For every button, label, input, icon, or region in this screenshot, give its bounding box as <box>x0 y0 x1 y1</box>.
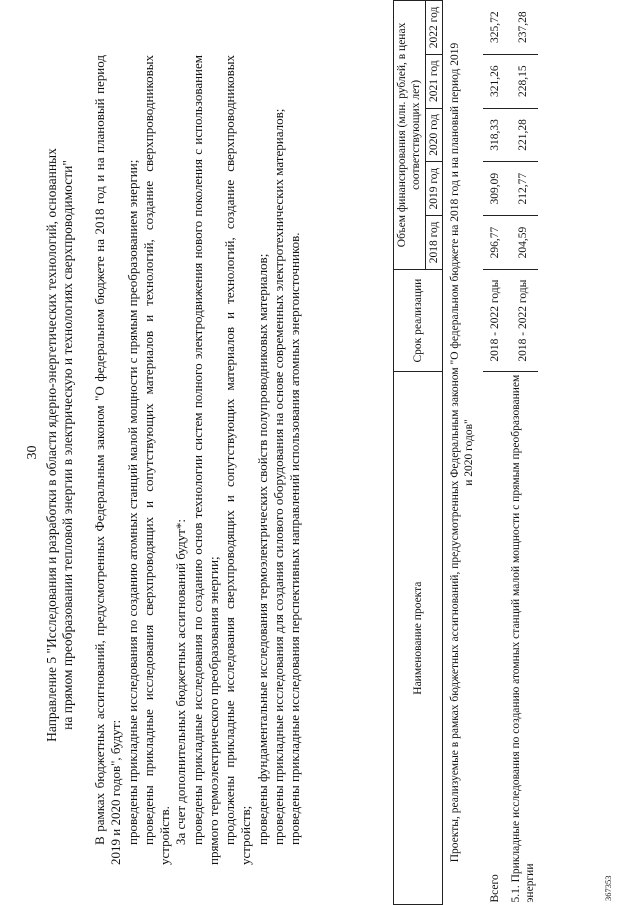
header-year: 2020 год <box>425 108 442 162</box>
section-heading <box>44 45 77 845</box>
heading-line-2: на прямом преобразовании тепловой энергии в электрическую и технологиях сверхпроводимости" <box>60 160 76 730</box>
table-header-row <box>394 1 426 905</box>
paragraph-9: проведены прикладные исследования перспективных направлений использования атомных энергоисточников. <box>287 232 302 845</box>
paragraph-3: проведены прикладные исследования сверхпроводящих и сопутствующих материалов и технологий, создание сверхпроводниковых устройств. <box>140 55 172 865</box>
row-value: 309,09 <box>483 162 508 216</box>
table-caption: Проекты, реализуемые в рамках бюджетных ассигнований, предусмотренных Федеральным законом "О федеральном бюджете на 2018 год и на плановый период 2019 и 2020 годов" <box>449 42 475 863</box>
row-value: 237,28 <box>508 1 539 55</box>
row-value: 296,77 <box>483 216 508 270</box>
table-row <box>508 1 539 905</box>
paragraph-8: проведены прикладные исследования для создания силового оборудования на основе современных электротехнических материалов; <box>270 108 286 845</box>
row-period: 2018 - 2022 годы <box>483 269 508 371</box>
header-year: 2018 год <box>425 216 442 270</box>
row-value: 325,72 <box>483 1 508 55</box>
row-value: 221,28 <box>508 108 539 162</box>
header-year: 2021 год <box>425 54 442 108</box>
row-value: 204,59 <box>508 216 539 270</box>
row-label: Всего <box>483 372 508 905</box>
table-caption-row <box>443 1 483 905</box>
paragraph-7: проведены фундаментальные исследования термоэлектрических свойств полупроводниковых материалов; <box>254 253 270 845</box>
row-value: 228,15 <box>508 54 539 108</box>
paragraph-4: За счет дополнительных бюджетных ассигнований будут*: <box>173 519 189 845</box>
header-period: Срок реализации <box>394 269 443 371</box>
header-funding: Объем финансирования (млн. рублей, в ценах соответствующих лет) <box>394 1 426 270</box>
funding-table <box>393 0 538 905</box>
header-year: 2022 год <box>425 1 442 55</box>
paragraph-2: проведены прикладные исследования по созданию атомных станций малой мощности с прямым преобразованием энергии; <box>124 159 140 845</box>
document-id: 367353 <box>603 875 613 901</box>
row-value: 318,33 <box>483 108 508 162</box>
table-row <box>483 1 508 905</box>
page-number: 30 <box>25 445 40 460</box>
body-text <box>92 55 303 865</box>
paragraph-5: проведены прикладные исследования по созданию основ технологии систем полного электродвижения нового поколения с использованием прямого термоэлектрического преобразования энергии; <box>189 55 221 865</box>
header-year: 2019 год <box>425 162 442 216</box>
paragraph-1: В рамках бюджетных ассигнований, предусмотренных Федеральным законом "О федеральном бюджете на 2018 год и на плановый период 2019 и 2020 годов", будут: <box>92 55 124 865</box>
row-label: 5.1. Прикладные исследования по созданию атомных станций малой мощности с прямым преобразованием энергии <box>508 372 539 905</box>
row-period: 2018 - 2022 годы <box>508 269 539 371</box>
header-project-name: Наименование проекта <box>394 372 443 905</box>
row-value: 212,77 <box>508 162 539 216</box>
row-value: 321,26 <box>483 54 508 108</box>
heading-line-1: Направление 5 "Исследования и разработки в области ядерно-энергетических технологий, основанных <box>44 148 59 742</box>
paragraph-6: продолжены прикладные исследования сверхпроводящих и сопутствующих материалов и технологий, создание сверхпроводниковых устройств; <box>222 55 254 865</box>
